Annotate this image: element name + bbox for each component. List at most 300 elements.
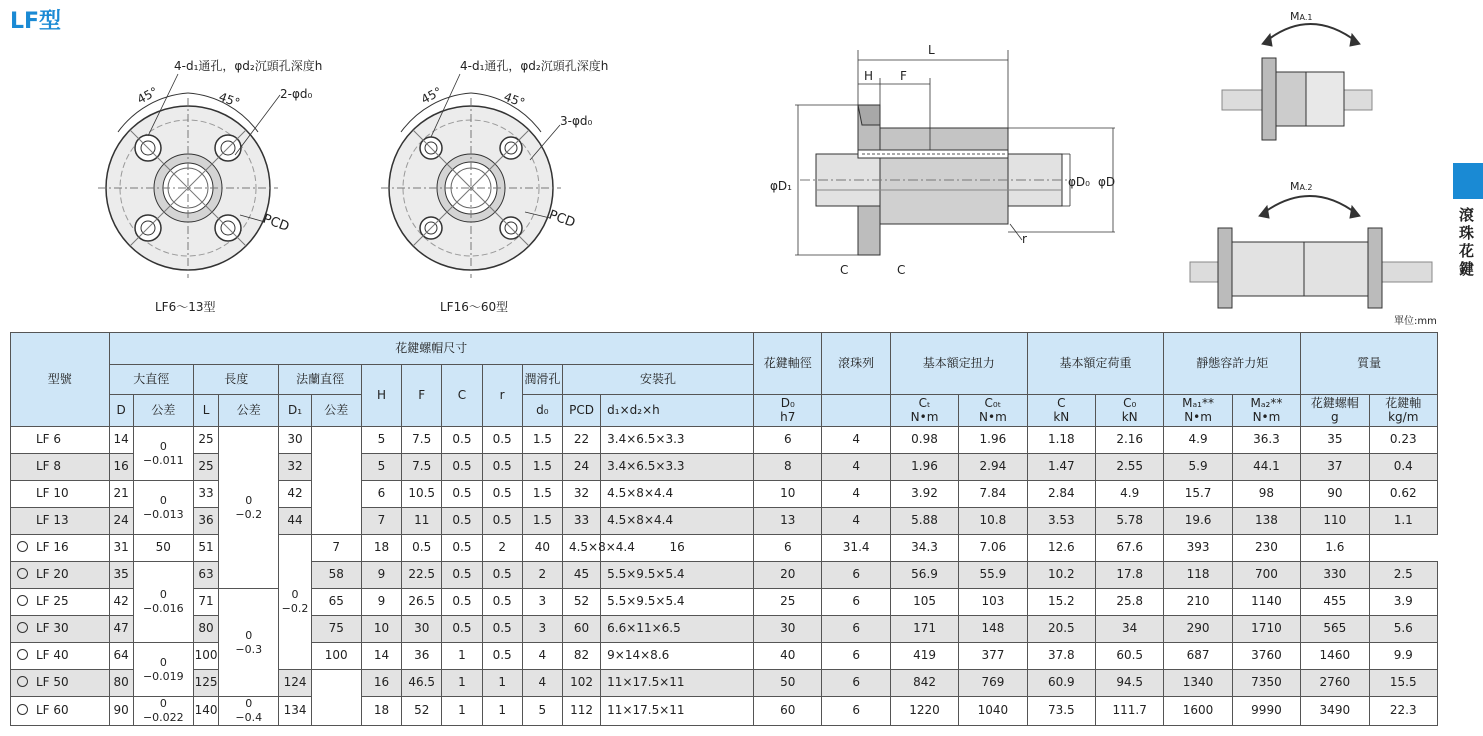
flange-drawing-large: [381, 74, 561, 278]
pcd-cell: 60: [562, 616, 600, 643]
header-C0: C₀ kN: [1095, 395, 1163, 427]
ct-cell: 0.98: [890, 427, 958, 454]
f-cell: 36: [402, 643, 442, 670]
header-C: C: [442, 365, 482, 427]
outer-dia-tol-cell: 0 −0.019: [133, 643, 193, 697]
f-cell: 30: [402, 616, 442, 643]
f-cell: 10.5: [402, 481, 442, 508]
c-cell: 0.5: [442, 508, 482, 535]
ma1-label: MA.1: [1290, 10, 1313, 23]
rows-cell: 4: [822, 454, 890, 481]
ct-cell: 842: [890, 670, 958, 697]
ma1-cell: 19.6: [1164, 508, 1232, 535]
shaft_kg-cell: 5.6: [1369, 616, 1437, 643]
r-cell: 0.5: [482, 616, 522, 643]
c0t-cell: 55.9: [959, 562, 1027, 589]
table-row: [11, 589, 1438, 616]
table-row: [11, 697, 1438, 726]
pcd-cell: 82: [562, 643, 600, 670]
mount-hole-cell: 4.5×8×4.4: [601, 508, 754, 535]
section-tab-marker: [1453, 163, 1483, 199]
section-side-label: 滾珠花鍵: [1459, 206, 1475, 278]
flange-dia-cell: 58: [311, 562, 361, 589]
pcd-cell: 33: [562, 508, 600, 535]
cd-cell: 73.5: [1027, 697, 1095, 726]
flange-dia-cell: 32: [279, 454, 311, 481]
mount-hole-cell: 3.4×6.5×3.3: [601, 454, 754, 481]
mount-hole-cell: 3.4×6.5×3.3: [601, 427, 754, 454]
flange-drawing-small: [98, 74, 280, 278]
ma2-cell: 36.3: [1232, 427, 1300, 454]
ma2-cell: 138: [1232, 508, 1300, 535]
cd-cell: 7.06: [959, 535, 1027, 562]
mount-hole-cell: 5.5×9.5×5.4: [601, 589, 754, 616]
c0t-cell: 103: [959, 589, 1027, 616]
r-cell: 1: [482, 697, 522, 726]
shaft_kg-cell: 0.23: [1369, 427, 1437, 454]
mount-hole-cell: 4.5×8×4.4: [601, 481, 754, 508]
ct-cell: 105: [890, 589, 958, 616]
left-figure-caption: LF6～13型: [155, 300, 216, 314]
f-cell: 7.5: [402, 427, 442, 454]
length-cell: 25: [193, 427, 218, 454]
ma2-cell: 9990: [1232, 697, 1300, 726]
ma2-cell: 7350: [1232, 670, 1300, 697]
ma1-cell: 5.9: [1164, 454, 1232, 481]
ma2-cell: 700: [1232, 562, 1300, 589]
rows-cell: 6: [822, 643, 890, 670]
circle-mark-icon: [17, 676, 28, 687]
header-D: D: [109, 395, 133, 427]
cd-cell: 15.2: [1027, 589, 1095, 616]
drawings: [0, 0, 1483, 330]
section-drawing: [795, 50, 1115, 255]
header-moment: 靜態容許力矩: [1164, 333, 1301, 395]
header-H: H: [361, 365, 401, 427]
cd-cell: 37.8: [1027, 643, 1095, 670]
model-cell: [11, 643, 110, 670]
c0-cell: 5.78: [1095, 508, 1163, 535]
d0-cell: 4: [522, 670, 562, 697]
ma2-cell: 393: [1164, 535, 1232, 562]
c0-cell: 25.8: [1095, 589, 1163, 616]
d0-cell: 3: [522, 616, 562, 643]
page-title: LF型: [10, 9, 62, 34]
d0-cell: 60: [754, 697, 822, 726]
c-cell: 0.5: [402, 535, 442, 562]
header-PCD: PCD: [562, 395, 600, 427]
circle-mark-icon: [17, 568, 28, 579]
c0-cell: 34: [1095, 616, 1163, 643]
r-cell: 1: [482, 670, 522, 697]
model-label: LF 30: [36, 621, 69, 636]
length-tol-cell: 0 −0.3: [219, 589, 279, 697]
d0-cell: 50: [754, 670, 822, 697]
ma1-cell: 1600: [1164, 697, 1232, 726]
mount-hole-cell: 9×14×8.6: [601, 643, 754, 670]
shaft_kg-cell: 15.5: [1369, 670, 1437, 697]
outer-dia-cell: 24: [109, 508, 133, 535]
r-cell: 0.5: [442, 535, 482, 562]
length-tol-cell: 0 −0.4: [219, 697, 279, 726]
c0t-cell: 34.3: [890, 535, 958, 562]
header-torque: 基本額定扭力: [890, 333, 1027, 395]
middle-pin-label: 3-φd₀: [560, 114, 593, 128]
ct-cell: 56.9: [890, 562, 958, 589]
c-cell: 0.5: [442, 481, 482, 508]
left-pin-label: 2-φd₀: [280, 87, 313, 101]
flange-dia-cell: 30: [279, 427, 311, 454]
circle-mark-icon: [17, 622, 28, 633]
middle-hole-label: 4-d₁通孔，φd₂沉頭孔深度h: [460, 59, 609, 73]
circle-mark-icon: [17, 541, 28, 552]
d0-cell: 20: [754, 562, 822, 589]
f-cell: 52: [402, 697, 442, 726]
model-label: LF 10: [36, 486, 69, 501]
ct-cell: 1220: [890, 697, 958, 726]
rows-cell: 6: [822, 589, 890, 616]
cd-cell: 3.53: [1027, 508, 1095, 535]
flange-tol-blank: [311, 670, 361, 726]
model-label: LF 50: [36, 675, 69, 690]
outer-dia-cell: 80: [109, 670, 133, 697]
outer-dia-tol-cell: 0 −0.016: [133, 562, 193, 643]
length-cell: 50: [133, 535, 193, 562]
model-label: LF 16: [36, 540, 69, 555]
flange-dia-cell: 134: [279, 697, 311, 726]
c-cell: 0.5: [442, 454, 482, 481]
rows-cell: 6: [822, 697, 890, 726]
rows-cell: 6: [754, 535, 822, 562]
nut_g-cell: 3490: [1301, 697, 1369, 726]
outer-dia-cell: 47: [109, 616, 133, 643]
model-label: LF 25: [36, 594, 69, 609]
pcd-cell: 22: [562, 427, 600, 454]
r-cell: 0.5: [482, 454, 522, 481]
header-outer-dia: 大直徑: [109, 365, 193, 395]
c0-cell: 12.6: [1027, 535, 1095, 562]
header-r: r: [482, 365, 522, 427]
ct-cell: 31.4: [822, 535, 890, 562]
header-Cd: C kN: [1027, 395, 1095, 427]
mount-hole-cell: 11×17.5×11: [601, 670, 754, 697]
mount-hole-cell: 6.6×11×6.5: [601, 616, 754, 643]
h-cell: 14: [361, 643, 401, 670]
flange-dia-cell: 42: [279, 481, 311, 508]
header-load: 基本額定荷重: [1027, 333, 1164, 395]
d0-cell: 8: [754, 454, 822, 481]
model-label: LF 60: [36, 702, 69, 717]
flange-dia-cell: 65: [311, 589, 361, 616]
moment-diagram-ma2: [1190, 196, 1432, 308]
outer-dia-cell: 35: [109, 562, 133, 589]
ma2-cell: 1710: [1232, 616, 1300, 643]
section-F-label: F: [900, 69, 907, 83]
rows-cell: 4: [822, 481, 890, 508]
nut_g-cell: 455: [1301, 589, 1369, 616]
pcd-cell: 32: [562, 481, 600, 508]
model-cell: [11, 427, 110, 454]
rows-cell: 6: [822, 616, 890, 643]
c-cell: 0.5: [442, 427, 482, 454]
table-row: [11, 427, 1438, 454]
ct-cell: 1.96: [890, 454, 958, 481]
pcd-cell: 24: [562, 454, 600, 481]
section-H-label: H: [864, 69, 874, 83]
flange-dia-cell: 100: [311, 643, 361, 670]
nut_g-cell: 1460: [1301, 643, 1369, 670]
h-cell: 16: [361, 670, 401, 697]
outer-dia-cell: 64: [109, 643, 133, 670]
header-C0T: C₀ₜ N•m: [959, 395, 1027, 427]
shaft_kg-cell: 3.9: [1369, 589, 1437, 616]
middle-figure-caption: LF16～60型: [440, 300, 509, 314]
model-cell: [11, 508, 110, 535]
mount-hole-cell: 11×17.5×11: [601, 697, 754, 726]
c0t-cell: 2.94: [959, 454, 1027, 481]
outer-dia-tol-cell: 0 −0.011: [133, 427, 193, 481]
section-L-label: L: [928, 43, 935, 57]
d0-cell: 5: [522, 697, 562, 726]
circle-mark-icon: [17, 704, 28, 715]
mount-hole-cell: 4.5×8×4.4: [562, 535, 600, 562]
flange-dia-cell: 124: [279, 670, 311, 697]
left-hole-label: 4-d₁通孔，φd₂沉頭孔深度h: [174, 59, 323, 73]
model-label: LF 8: [36, 459, 62, 474]
model-cell: [11, 481, 110, 508]
left-angle-1: 45°: [134, 84, 161, 107]
header-mount: d₁×d₂×h: [601, 395, 754, 427]
outer-dia-tol-cell: 0 −0.022: [133, 697, 193, 726]
model-cell: [11, 589, 110, 616]
rows-cell: 4: [822, 508, 890, 535]
nut_g-cell: 35: [1301, 427, 1369, 454]
ct-cell: 419: [890, 643, 958, 670]
header-MA1: Mₐ₁** N•m: [1164, 395, 1232, 427]
ct-cell: 3.92: [890, 481, 958, 508]
shaft_kg-cell: 22.3: [1369, 697, 1437, 726]
c0-cell: 60.5: [1095, 643, 1163, 670]
cd-cell: 1.47: [1027, 454, 1095, 481]
cd-cell: 2.84: [1027, 481, 1095, 508]
pcd-cell: 45: [562, 562, 600, 589]
length-cell: 125: [193, 670, 218, 697]
section-D1-label: φD₁: [770, 179, 792, 193]
ma2-cell: 3760: [1232, 643, 1300, 670]
length-cell: 36: [193, 508, 218, 535]
model-cell: [11, 697, 110, 726]
c-cell: 1: [442, 697, 482, 726]
moment-diagram-ma1: [1222, 24, 1372, 140]
d0-cell: 3: [522, 589, 562, 616]
outer-dia-cell: 42: [109, 589, 133, 616]
model-label: LF 6: [36, 432, 62, 447]
shaft_kg-cell: 1.6: [1301, 535, 1369, 562]
pcd-cell: 40: [522, 535, 562, 562]
outer-dia-cell: 31: [109, 535, 133, 562]
section-r-label: r: [1022, 232, 1027, 246]
ct-cell: 171: [890, 616, 958, 643]
d0-cell: 2: [522, 562, 562, 589]
c0-cell: 2.55: [1095, 454, 1163, 481]
header-mass: 質量: [1301, 333, 1438, 395]
rows-cell: 6: [822, 670, 890, 697]
d0-cell: 6: [754, 427, 822, 454]
c0-cell: 17.8: [1095, 562, 1163, 589]
d0-cell: 13: [754, 508, 822, 535]
header-L: L: [193, 395, 218, 427]
header-model: 型號: [11, 333, 110, 427]
nut_g-cell: 2760: [1301, 670, 1369, 697]
ma1-cell: 1340: [1164, 670, 1232, 697]
d0-cell: 25: [754, 589, 822, 616]
d0-cell: 2: [482, 535, 522, 562]
model-cell: [11, 670, 110, 697]
nut_g-cell: 230: [1232, 535, 1300, 562]
r-cell: 0.5: [482, 589, 522, 616]
pcd-cell: 102: [562, 670, 600, 697]
length-cell: 100: [193, 643, 218, 670]
f-cell: 18: [361, 535, 401, 562]
h-cell: 9: [361, 589, 401, 616]
pcd-cell: 52: [562, 589, 600, 616]
length-cell: 33: [193, 481, 218, 508]
c0t-cell: 1040: [959, 697, 1027, 726]
flange-dia-cell: 51: [193, 535, 218, 562]
shaft_kg-cell: 1.1: [1369, 508, 1437, 535]
rows-cell: 4: [822, 427, 890, 454]
outer-dia-cell: 90: [109, 697, 133, 726]
header-mount-hole: 安裝孔: [562, 365, 753, 395]
length-cell: 80: [193, 616, 218, 643]
ma1-cell: 687: [1164, 643, 1232, 670]
header-D1-tol: 公差: [311, 395, 361, 427]
h-cell: 5: [361, 454, 401, 481]
cd-cell: 10.2: [1027, 562, 1095, 589]
d0-cell: 1.5: [522, 427, 562, 454]
header-MA2: Mₐ₂** N•m: [1232, 395, 1300, 427]
ct-cell: 5.88: [890, 508, 958, 535]
rows-cell: 6: [822, 562, 890, 589]
ma2-cell: 44.1: [1232, 454, 1300, 481]
f-cell: 7.5: [402, 454, 442, 481]
header-d0: d₀: [522, 395, 562, 427]
r-cell: 0.5: [482, 508, 522, 535]
shaft_kg-cell: 0.62: [1369, 481, 1437, 508]
f-cell: 46.5: [402, 670, 442, 697]
header-flange-dia: 法蘭直徑: [279, 365, 361, 395]
d0-cell: 16: [601, 535, 754, 562]
ma1-cell: 290: [1164, 616, 1232, 643]
header-nut-dims: 花鍵螺帽尺寸: [109, 333, 754, 365]
header-D-tol: 公差: [133, 395, 193, 427]
c0t-cell: 769: [959, 670, 1027, 697]
unit-label: 單位:mm: [1394, 316, 1437, 327]
flange-dia-cell: 44: [279, 508, 311, 535]
model-cell: [11, 535, 110, 562]
nut_g-cell: 110: [1301, 508, 1369, 535]
ma1-cell: 4.9: [1164, 427, 1232, 454]
h-cell: 10: [361, 616, 401, 643]
header-nut-mass: 花鍵螺帽 g: [1301, 395, 1369, 427]
f-cell: 22.5: [402, 562, 442, 589]
c-cell: 1: [442, 643, 482, 670]
header-D0: D₀ h7: [754, 395, 822, 427]
section-D-label: φD: [1098, 175, 1116, 189]
header-length: 長度: [193, 365, 278, 395]
h-cell: 7: [361, 508, 401, 535]
c0t-cell: 148: [959, 616, 1027, 643]
ma1-cell: 67.6: [1095, 535, 1163, 562]
ma2-cell: 1140: [1232, 589, 1300, 616]
c0t-cell: 7.84: [959, 481, 1027, 508]
f-cell: 26.5: [402, 589, 442, 616]
length-cell: 140: [193, 697, 218, 726]
nut_g-cell: 565: [1301, 616, 1369, 643]
header-CT: Cₜ N•m: [890, 395, 958, 427]
r-cell: 0.5: [482, 481, 522, 508]
spec-table: [10, 332, 1438, 726]
left-pcd-label: PCD: [260, 211, 292, 235]
d0-cell: 10: [754, 481, 822, 508]
c-cell: 0.5: [442, 562, 482, 589]
ma2-label: MA.2: [1290, 180, 1313, 193]
outer-dia-cell: 16: [109, 454, 133, 481]
ma1-cell: 15.7: [1164, 481, 1232, 508]
cd-cell: 1.18: [1027, 427, 1095, 454]
c0-cell: 111.7: [1095, 697, 1163, 726]
nut_g-cell: 330: [1301, 562, 1369, 589]
d0-cell: 30: [754, 616, 822, 643]
outer-dia-tol-cell: 0 −0.013: [133, 481, 193, 535]
header-ball-rows: 滾珠列: [822, 333, 890, 395]
model-label: LF 13: [36, 513, 69, 528]
header-lube-hole: 潤滑孔: [522, 365, 562, 395]
outer-dia-cell: 21: [109, 481, 133, 508]
left-angle-2: 45°: [216, 89, 242, 111]
shaft_kg-cell: 2.5: [1369, 562, 1437, 589]
length-cell: 25: [193, 454, 218, 481]
length-tol-cell: 0 −0.2: [219, 427, 279, 589]
h-cell: 5: [361, 427, 401, 454]
section-c2-label: C: [897, 263, 906, 277]
circle-mark-icon: [17, 649, 28, 660]
flange-dia-tol-cell: 0 −0.2: [279, 535, 311, 670]
header-D1: D₁: [279, 395, 311, 427]
section-c1-label: C: [840, 263, 849, 277]
header-F: F: [402, 365, 442, 427]
middle-pcd-label: PCD: [546, 207, 578, 231]
ma2-cell: 98: [1232, 481, 1300, 508]
c0t-cell: 10.8: [959, 508, 1027, 535]
header-shaft-mass: 花鍵軸 kg/m: [1369, 395, 1437, 427]
h-cell: 7: [311, 535, 361, 562]
shaft_kg-cell: 9.9: [1369, 643, 1437, 670]
d0-cell: 1.5: [522, 508, 562, 535]
c0t-cell: 377: [959, 643, 1027, 670]
outer-dia-cell: 14: [109, 427, 133, 454]
ma1-cell: 118: [1164, 562, 1232, 589]
model-label: LF 40: [36, 648, 69, 663]
middle-angle-2: 45°: [501, 89, 527, 111]
ma1-cell: 210: [1164, 589, 1232, 616]
f-cell: 11: [402, 508, 442, 535]
cd-cell: 20.5: [1027, 616, 1095, 643]
flange-dia-cell: 75: [311, 616, 361, 643]
r-cell: 0.5: [482, 427, 522, 454]
c0-cell: 2.16: [1095, 427, 1163, 454]
c0-cell: 94.5: [1095, 670, 1163, 697]
